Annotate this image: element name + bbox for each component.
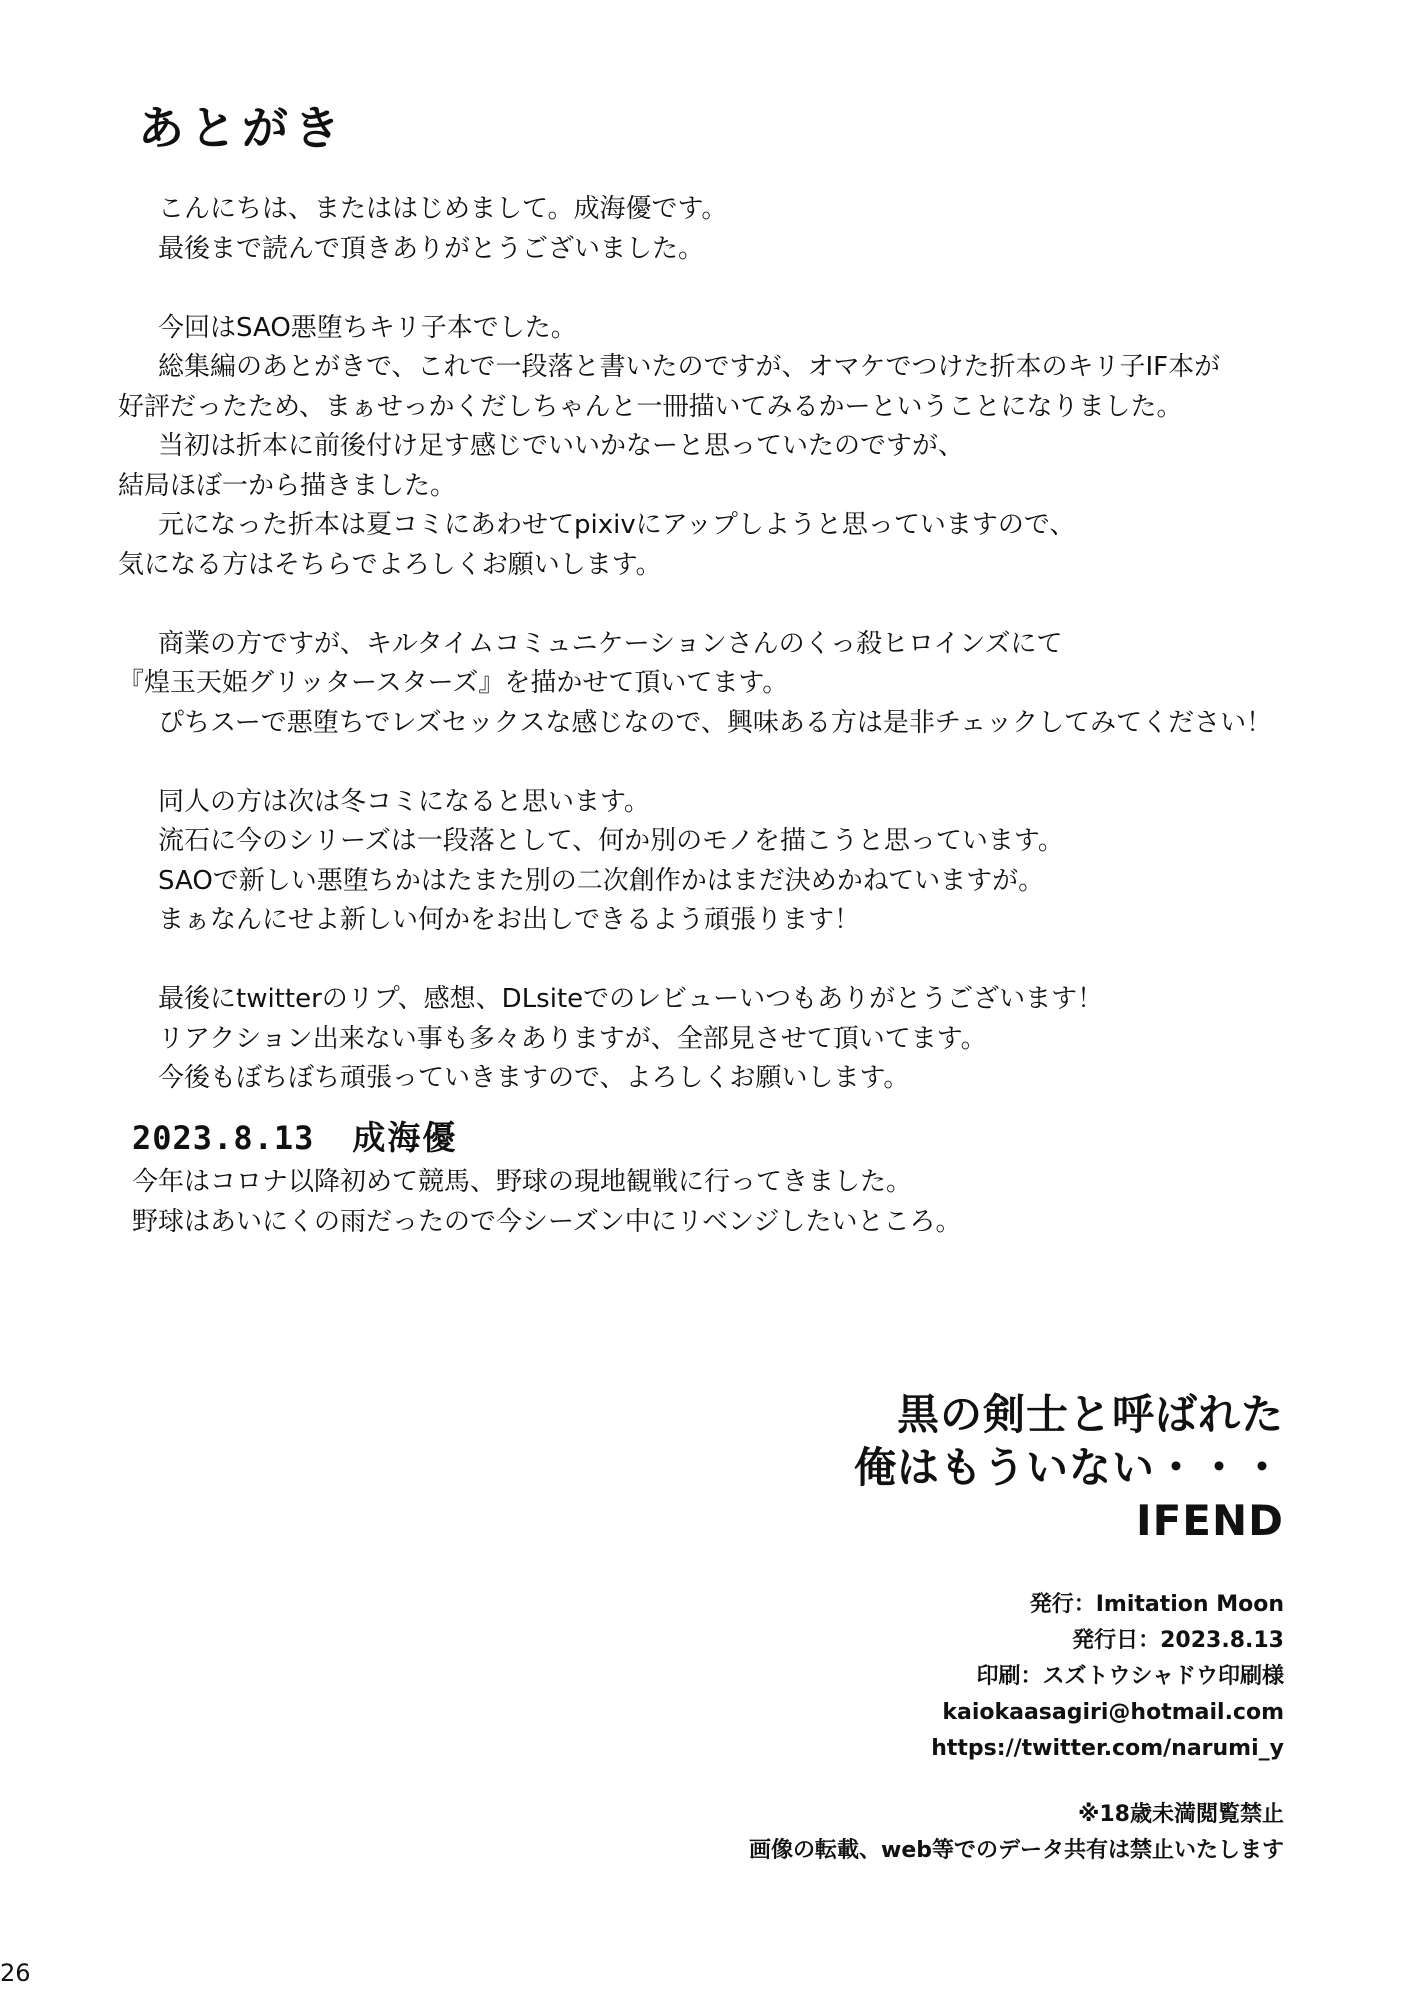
publisher: 発行：Imitation Moon xyxy=(1029,1592,1284,1617)
afterword-line: 商業の方ですが、キルタイムコミュニケーションさんのくっ殺ヒロインズにて xyxy=(158,628,1063,659)
colophon xyxy=(749,1388,1284,1869)
notices xyxy=(749,1797,1284,1869)
afterword-line: 最後まで読んで頂きありがとうございました。 xyxy=(158,233,705,264)
afterword-line: 最後にtwitterのリプ、感想、DLsiteでのレビューいつもありがとうございます！ xyxy=(158,984,1104,1014)
printer: 印刷：スズトウシャドウ印刷様 xyxy=(976,1664,1284,1689)
afterword-line: 今回はSAO悪堕ちキリ子本でした。 xyxy=(158,312,577,343)
afterword-line: 同人の方は次は冬コミになると思います。 xyxy=(158,786,650,817)
paragraph-spacer xyxy=(118,941,1318,981)
afterword-heading: あとがき xyxy=(138,101,346,155)
reprint-prohibition-notice: 画像の転載、web等でのデータ共有は禁止いたします xyxy=(749,1838,1284,1863)
afterword-line: SAOで新しい悪堕ちかはたまた別の二次創作かはまだ決めかねていますが。 xyxy=(158,865,1045,896)
afterword-line: 気になる方はそちらでよろしくお願いします。 xyxy=(118,549,662,580)
afterword-line: 結局ほぼ一から描きました。 xyxy=(118,470,457,501)
contact-email: kaiokaasagiri@hotmail.com xyxy=(942,1700,1284,1725)
twitter-link: https://twitter.com/narumi_y xyxy=(931,1736,1284,1761)
afterword-body xyxy=(118,190,1318,1099)
book-title-line: 俺はもういない・・・ xyxy=(853,1443,1284,1492)
afterword-line: まぁなんにせよ新しい何かをお出しできるよう頑張ります！ xyxy=(158,905,861,935)
afterword-line: リアクション出来ない事も多々ありますが、全部見させて頂いてます。 xyxy=(158,1023,987,1054)
postscript-line: 野球はあいにくの雨だったので今シーズン中にリベンジしたいところ。 xyxy=(132,1207,962,1237)
book-title-line: 黒の剣士と呼ばれた xyxy=(896,1390,1284,1439)
afterword-line: ぴちスーで悪堕ちでレズセックスな感じなので、興味ある方は是非チェックしてみてください！ xyxy=(158,707,1273,738)
signature-date: 2023.8.13 xyxy=(132,1119,315,1157)
publication-info xyxy=(749,1587,1284,1767)
signature xyxy=(132,1116,457,1166)
afterword-line: こんにちは、またははじめまして。成海優です。 xyxy=(158,194,728,224)
afterword-line: 元になった折本は夏コミにあわせてpixivにアップしようと思っていますので、 xyxy=(158,510,1076,540)
afterword-line: 今後もぼちぼち頑張っていきますので、よろしくお願いします。 xyxy=(158,1063,910,1093)
paragraph-spacer xyxy=(118,269,1318,309)
afterword-line: 好評だったため、まぁせっかくだしちゃんと一冊描いてみるかーということになりました。 xyxy=(118,391,1183,422)
afterword-line: 『煌玉天姫グリッタースターズ』を描かせて頂いてます。 xyxy=(118,668,789,698)
paragraph-spacer xyxy=(118,743,1318,783)
paragraph-spacer xyxy=(118,585,1318,625)
postscript-line: 今年はコロナ以降初めて競馬、野球の現地観戦に行ってきました。 xyxy=(132,1167,913,1197)
age-restriction-notice: ※18歳未満閲覧禁止 xyxy=(1077,1802,1284,1827)
publish-date: 発行日：2023.8.13 xyxy=(1072,1628,1284,1653)
book-title-line: IFEND xyxy=(1135,1496,1284,1545)
afterword-line: 総集編のあとがきで、これで一段落と書いたのですが、オマケでつけた折本のキリ子IF本が xyxy=(158,352,1221,382)
page-number: 26 xyxy=(0,1959,31,1987)
signature-name: 成海優 xyxy=(352,1118,458,1157)
afterword-line: 当初は折本に前後付け足す感じでいいかなーと思っていたのですが、 xyxy=(158,431,965,461)
afterword-line: 流石に今のシリーズは一段落として、何か別のモノを描こうと思っています。 xyxy=(158,826,1064,856)
postscript xyxy=(132,1162,962,1242)
